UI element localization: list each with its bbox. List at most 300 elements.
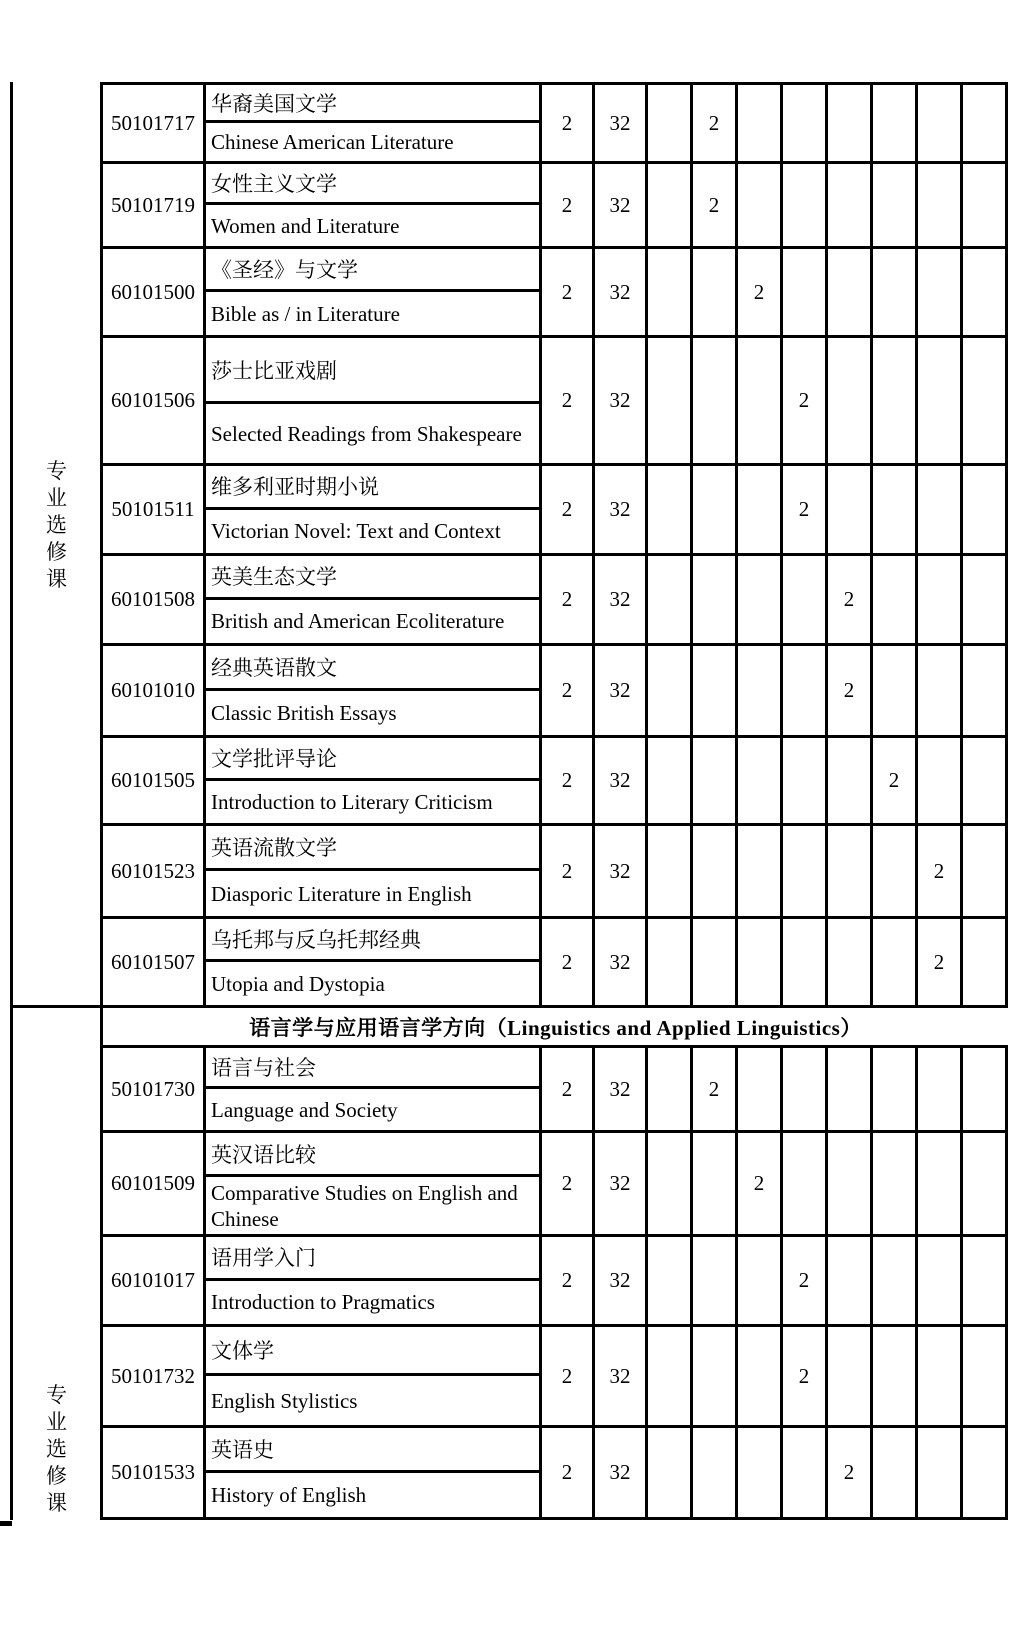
semester-cell: [783, 249, 828, 335]
course-name-cell: [206, 646, 542, 735]
semester-cell: [693, 1327, 738, 1425]
semester-cell: [693, 164, 738, 246]
semester-cell: [693, 1048, 738, 1130]
course-name-zh: 英汉语比较: [206, 1133, 539, 1177]
course-credits-value: 2: [561, 192, 573, 217]
semester-cell: [963, 338, 1008, 463]
semester-cell: [828, 919, 873, 1005]
course-name-zh: 语用学入门: [206, 1237, 539, 1281]
course-name-cell: [206, 466, 542, 553]
course-row: [103, 919, 1008, 1005]
semester-cell: [738, 646, 783, 735]
course-name-zh: 维多利亚时期小说: [206, 466, 539, 510]
course-name-en: Language and Society: [211, 1097, 398, 1122]
semester-cell: [783, 556, 828, 643]
semester-cell: [918, 919, 963, 1005]
course-credits-cell: [542, 1428, 595, 1517]
semester-credit-value: 2: [708, 1076, 720, 1101]
course-credits-value: 2: [561, 858, 573, 883]
course-name-zh: 华裔美国文学: [206, 85, 539, 123]
semester-cell: [918, 1428, 963, 1517]
curriculum-table: [10, 82, 1008, 1520]
semester-cell: [783, 826, 828, 916]
course-hours-value: 32: [609, 858, 631, 883]
course-credits-cell: [542, 826, 595, 916]
semester-credit-value: 2: [798, 497, 810, 521]
semester-cell: [783, 919, 828, 1005]
course-credits-value: 2: [561, 587, 573, 611]
course-code-cell: [103, 826, 206, 916]
course-credits-value: 2: [561, 388, 573, 412]
course-credits-value: 2: [561, 768, 573, 792]
course-name-zh: 文体学: [206, 1327, 539, 1376]
semester-cell: [828, 1133, 873, 1234]
course-code-cell: [103, 1428, 206, 1517]
course-hours-cell: [595, 85, 648, 161]
semester-credit-value: 2: [843, 678, 855, 702]
semester-cell: [693, 249, 738, 335]
course-credits-cell: [542, 85, 595, 161]
semester-cell: [918, 249, 963, 335]
semester-cell: [963, 826, 1008, 916]
semester-cell: [693, 1237, 738, 1324]
course-row: [103, 646, 1008, 738]
semester-cell: [783, 1428, 828, 1517]
semester-cell: [648, 164, 693, 246]
semester-cell: [648, 919, 693, 1005]
semester-cell: [738, 738, 783, 823]
course-code-cell: [103, 1133, 206, 1234]
semester-cell: [918, 738, 963, 823]
course-name-zh: 《圣经》与文学: [206, 249, 539, 292]
semester-cell: [873, 1428, 918, 1517]
course-row: [103, 826, 1008, 919]
semester-cell: [693, 646, 738, 735]
semester-cell: [828, 1327, 873, 1425]
course-name-en: History of English: [211, 1482, 367, 1507]
semester-cell: [648, 826, 693, 916]
semester-cell: [873, 1327, 918, 1425]
course-name-en: Classic British Essays: [211, 700, 397, 725]
semester-cell: [828, 249, 873, 335]
semester-cell: [738, 85, 783, 161]
course-hours-cell: [595, 1428, 648, 1517]
semester-cell: [648, 646, 693, 735]
semester-cell: [828, 338, 873, 463]
semester-cell: [693, 338, 738, 463]
semester-cell: [963, 1237, 1008, 1324]
group-label-char: 修: [46, 540, 67, 564]
semester-credit-value: 2: [933, 858, 945, 883]
semester-credit-value: 2: [843, 1460, 855, 1484]
course-row: [103, 1133, 1008, 1237]
semester-cell: [783, 466, 828, 553]
course-group-cell: [10, 1008, 103, 1520]
semester-cell: [738, 164, 783, 246]
semester-cell: [783, 338, 828, 463]
course-credits-value: 2: [561, 279, 573, 304]
course-code: 60101017: [111, 1268, 195, 1292]
course-hours-cell: [595, 1237, 648, 1324]
semester-cell: [873, 646, 918, 735]
section-content: [103, 1008, 1008, 1520]
semester-cell: [693, 919, 738, 1005]
semester-cell: [918, 556, 963, 643]
course-hours-value: 32: [609, 678, 631, 702]
semester-cell: [738, 1237, 783, 1324]
semester-cell: [963, 1048, 1008, 1130]
course-code: 50101732: [111, 1363, 195, 1388]
course-name-cell: [206, 919, 542, 1005]
semester-cell: [828, 738, 873, 823]
group-label-char: 课: [46, 1491, 67, 1515]
course-name-zh: 经典英语散文: [206, 646, 539, 691]
semester-cell: [648, 466, 693, 553]
semester-cell: [783, 164, 828, 246]
course-credits-value: 2: [561, 678, 573, 702]
semester-cell: [918, 1048, 963, 1130]
semester-cell: [648, 1133, 693, 1234]
semester-cell: [738, 826, 783, 916]
course-name-zh: 英语史: [206, 1428, 539, 1473]
course-name-en: Introduction to Literary Criticism: [211, 789, 493, 814]
course-hours-cell: [595, 556, 648, 643]
semester-cell: [828, 1237, 873, 1324]
semester-cell: [693, 1133, 738, 1234]
course-row: [103, 1048, 1008, 1133]
course-hours-cell: [595, 164, 648, 246]
course-code-cell: [103, 1237, 206, 1324]
course-row: [103, 164, 1008, 249]
semester-cell: [828, 85, 873, 161]
course-name-cell: [206, 164, 542, 246]
course-hours-cell: [595, 338, 648, 463]
course-hours-value: 32: [609, 110, 631, 135]
course-code-cell: [103, 1327, 206, 1425]
semester-cell: [738, 1133, 783, 1234]
course-code-cell: [103, 646, 206, 735]
course-row: [103, 338, 1008, 466]
semester-cell: [963, 646, 1008, 735]
semester-cell: [963, 1327, 1008, 1425]
semester-cell: [783, 85, 828, 161]
course-credits-cell: [542, 338, 595, 463]
semester-cell: [828, 826, 873, 916]
course-name-en: English Stylistics: [211, 1388, 358, 1413]
course-credits-cell: [542, 466, 595, 553]
semester-cell: [738, 1048, 783, 1130]
course-name-zh: 女性主义文学: [206, 164, 539, 205]
semester-credit-value: 2: [888, 768, 900, 792]
semester-cell: [918, 466, 963, 553]
semester-credit-value: 2: [843, 587, 855, 611]
course-name-zh: 乌托邦与反乌托邦经典: [206, 919, 539, 962]
course-name-cell: [206, 1327, 542, 1425]
course-code: 60101523: [111, 858, 195, 883]
course-code: 60101506: [111, 388, 195, 412]
semester-cell: [648, 338, 693, 463]
course-name-en: Victorian Novel: Text and Context: [211, 519, 501, 544]
course-code: 60101509: [111, 1171, 195, 1195]
semester-cell: [963, 556, 1008, 643]
semester-cell: [873, 919, 918, 1005]
course-name-cell: [206, 556, 542, 643]
semester-cell: [693, 826, 738, 916]
semester-cell: [873, 338, 918, 463]
semester-cell: [828, 466, 873, 553]
semester-cell: [873, 1048, 918, 1130]
course-hours-cell: [595, 826, 648, 916]
semester-cell: [738, 338, 783, 463]
course-hours-value: 32: [609, 192, 631, 217]
course-credits-value: 2: [561, 110, 573, 135]
group-label-char: 业: [46, 486, 67, 510]
course-credits-value: 2: [561, 949, 573, 974]
semester-cell: [738, 1428, 783, 1517]
course-name-zh: 文学批评导论: [206, 738, 539, 781]
course-name-cell: [206, 1048, 542, 1130]
course-code: 50101719: [111, 192, 195, 217]
course-name-zh: 英语流散文学: [206, 826, 539, 871]
semester-cell: [648, 1048, 693, 1130]
course-hours-cell: [595, 1133, 648, 1234]
semester-cell: [963, 249, 1008, 335]
course-name-cell: [206, 1428, 542, 1517]
section-content: [103, 82, 1008, 1005]
semester-cell: [918, 826, 963, 916]
course-credits-value: 2: [561, 1171, 573, 1195]
course-credits-cell: [542, 919, 595, 1005]
semester-cell: [918, 164, 963, 246]
course-code-cell: [103, 1048, 206, 1130]
semester-cell: [873, 826, 918, 916]
semester-credit-value: 2: [753, 279, 765, 304]
semester-cell: [738, 466, 783, 553]
direction-section: [10, 1005, 1008, 1520]
semester-cell: [963, 466, 1008, 553]
group-label-char: 专: [46, 459, 67, 483]
semester-cell: [738, 249, 783, 335]
semester-cell: [918, 646, 963, 735]
semester-cell: [828, 1428, 873, 1517]
course-credits-value: 2: [561, 1363, 573, 1388]
course-hours-value: 32: [609, 1171, 631, 1195]
semester-cell: [918, 1237, 963, 1324]
course-name-cell: [206, 85, 542, 161]
course-hours-value: 32: [609, 1460, 631, 1484]
semester-cell: [783, 1048, 828, 1130]
semester-credit-value: 2: [798, 1363, 810, 1388]
semester-cell: [918, 85, 963, 161]
course-code: 60101505: [111, 768, 195, 792]
course-row: [103, 249, 1008, 338]
course-credits-cell: [542, 1327, 595, 1425]
group-label-char: 修: [46, 1464, 67, 1488]
semester-credit-value: 2: [933, 949, 945, 974]
direction-header: 语言学与应用语言学方向（Linguistics and Applied Linguistics）: [103, 1008, 1008, 1048]
semester-cell: [873, 556, 918, 643]
course-name-en: Chinese American Literature: [211, 130, 454, 154]
semester-credit-value: 2: [798, 388, 810, 412]
course-code: 50101533: [111, 1460, 195, 1484]
semester-cell: [693, 85, 738, 161]
direction-section: [10, 82, 1008, 1005]
semester-cell: [693, 738, 738, 823]
semester-cell: [783, 646, 828, 735]
group-label-char: 专: [46, 1383, 67, 1407]
semester-cell: [873, 466, 918, 553]
course-row: [103, 466, 1008, 556]
course-name-en: Selected Readings from Shakespeare: [211, 421, 522, 446]
course-name-cell: [206, 738, 542, 823]
course-code-cell: [103, 919, 206, 1005]
course-hours-value: 32: [609, 587, 631, 611]
semester-cell: [783, 1237, 828, 1324]
course-name-cell: [206, 1133, 542, 1234]
semester-cell: [873, 738, 918, 823]
course-code-cell: [103, 164, 206, 246]
semester-cell: [918, 1327, 963, 1425]
semester-cell: [738, 919, 783, 1005]
course-code: 60101010: [111, 678, 195, 702]
course-hours-value: 32: [609, 388, 631, 412]
semester-cell: [828, 164, 873, 246]
semester-cell: [918, 1133, 963, 1234]
course-hours-cell: [595, 466, 648, 553]
group-label-char: 选: [46, 1437, 67, 1461]
course-credits-value: 2: [561, 1076, 573, 1101]
semester-cell: [963, 738, 1008, 823]
course-code-cell: [103, 85, 206, 161]
semester-cell: [828, 556, 873, 643]
course-code-cell: [103, 249, 206, 335]
semester-cell: [828, 1048, 873, 1130]
course-credits-cell: [542, 646, 595, 735]
semester-cell: [963, 1428, 1008, 1517]
course-credits-cell: [542, 1133, 595, 1234]
course-hours-value: 32: [609, 279, 631, 304]
course-group-cell: [10, 82, 103, 1005]
course-name-zh: 语言与社会: [206, 1048, 539, 1089]
semester-cell: [648, 1327, 693, 1425]
semester-cell: [648, 738, 693, 823]
semester-cell: [693, 1428, 738, 1517]
course-code: 50101730: [111, 1076, 195, 1101]
course-hours-value: 32: [609, 768, 631, 792]
semester-cell: [648, 556, 693, 643]
course-name-cell: [206, 826, 542, 916]
semester-credit-value: 2: [708, 192, 720, 217]
semester-cell: [693, 466, 738, 553]
course-code-cell: [103, 338, 206, 463]
course-code: 50101717: [111, 110, 195, 135]
semester-credit-value: 2: [798, 1268, 810, 1292]
semester-cell: [963, 164, 1008, 246]
group-label-char: 选: [46, 513, 67, 537]
semester-cell: [873, 164, 918, 246]
semester-cell: [873, 249, 918, 335]
course-credits-cell: [542, 1048, 595, 1130]
semester-cell: [963, 85, 1008, 161]
course-name-en: Bible as / in Literature: [211, 301, 400, 326]
course-credits-cell: [542, 164, 595, 246]
course-code-cell: [103, 738, 206, 823]
course-credits-cell: [542, 1237, 595, 1324]
semester-cell: [783, 738, 828, 823]
course-credits-cell: [542, 249, 595, 335]
semester-cell: [648, 249, 693, 335]
course-row: [103, 85, 1008, 164]
course-credits-value: 2: [561, 497, 573, 521]
course-name-cell: [206, 1237, 542, 1324]
course-credits-cell: [542, 738, 595, 823]
course-code-cell: [103, 466, 206, 553]
course-hours-cell: [595, 1048, 648, 1130]
course-name-cell: [206, 249, 542, 335]
semester-cell: [648, 1428, 693, 1517]
course-hours-value: 32: [609, 949, 631, 974]
course-code-cell: [103, 556, 206, 643]
course-code: 60101507: [111, 949, 195, 974]
semester-cell: [918, 338, 963, 463]
semester-cell: [828, 646, 873, 735]
course-name-en: Comparative Studies on English and Chinese: [211, 1180, 518, 1231]
semester-cell: [693, 556, 738, 643]
semester-cell: [738, 556, 783, 643]
course-hours-value: 32: [609, 1076, 631, 1101]
course-hours-cell: [595, 1327, 648, 1425]
course-credits-value: 2: [561, 1268, 573, 1292]
course-name-en: Women and Literature: [211, 213, 400, 238]
semester-cell: [783, 1327, 828, 1425]
course-hours-cell: [595, 249, 648, 335]
course-code: 60101500: [111, 279, 195, 304]
course-row: [103, 1237, 1008, 1327]
semester-cell: [873, 1237, 918, 1324]
semester-cell: [873, 1133, 918, 1234]
semester-credit-value: 2: [708, 110, 720, 135]
semester-cell: [783, 1133, 828, 1234]
course-credits-cell: [542, 556, 595, 643]
course-name-zh: 莎士比亚戏剧: [206, 338, 539, 404]
course-name-en: Diasporic Literature in English: [211, 881, 472, 906]
semester-cell: [963, 919, 1008, 1005]
semester-cell: [963, 1133, 1008, 1234]
semester-cell: [648, 1237, 693, 1324]
course-credits-value: 2: [561, 1460, 573, 1484]
course-row: [103, 738, 1008, 826]
course-row: [103, 1327, 1008, 1428]
course-name-en: British and American Ecoliterature: [211, 609, 505, 634]
course-hours-cell: [595, 646, 648, 735]
course-hours-value: 32: [609, 1268, 631, 1292]
course-hours-cell: [595, 738, 648, 823]
group-label-char: 业: [46, 1410, 67, 1434]
group-label-char: 课: [46, 567, 67, 591]
semester-cell: [873, 85, 918, 161]
course-row: [103, 556, 1008, 646]
course-code: 60101508: [111, 587, 195, 611]
course-row: [103, 1428, 1008, 1520]
course-name-zh: 英美生态文学: [206, 556, 539, 600]
course-hours-cell: [595, 919, 648, 1005]
semester-cell: [738, 1327, 783, 1425]
course-code: 50101511: [111, 497, 195, 521]
course-hours-value: 32: [609, 497, 631, 521]
course-name-cell: [206, 338, 542, 463]
page-edge-mark: [0, 1521, 12, 1526]
semester-credit-value: 2: [753, 1171, 765, 1195]
